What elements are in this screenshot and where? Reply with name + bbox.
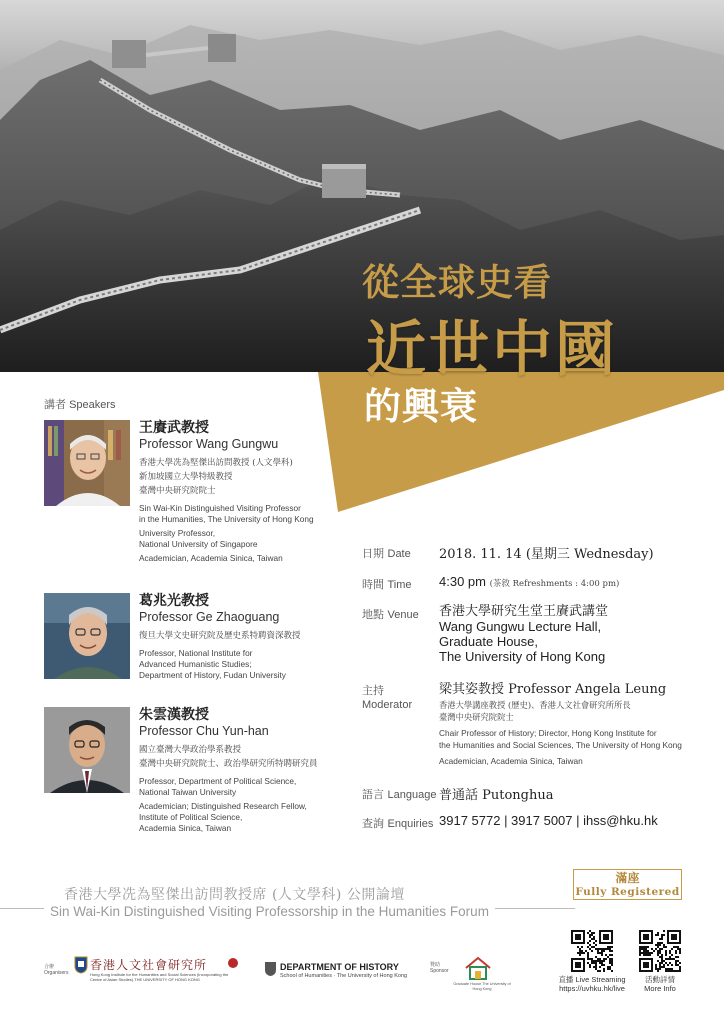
moderator-title-en: the Humanities and Social Sciences, The University of Hong Kong [439,740,682,750]
forum-title-zh: 香港大學冼為堅傑出訪問教授席 (人文學科) 公開論壇 [64,887,405,903]
venue-label-en: Venue [387,609,419,621]
moderator-title-zh: 臺灣中央研究院院士 [439,712,514,722]
moderator-label-zh: 主持 [362,684,384,697]
hku-crest-logo [264,961,277,981]
speaker-title-zh: 復旦大學文史研究院及歷史系特聘資深教授 [139,631,301,641]
speakers-heading-zh: 講者 [44,398,66,411]
venue-zh: 香港大學研究生堂王賡武講堂 [439,604,609,619]
speaker-photo-wang [44,420,130,506]
enquiries-label-en: Enquiries [387,818,434,830]
hku-crest-logo [74,956,88,978]
speaker-title-zh: 香港大學冼為堅傑出訪問教授 (人文學科) [139,458,293,468]
graduate-house-logo [463,955,493,985]
speaker-title-zh: 臺灣中央研究院院士、政治學研究所特聘研究員 [139,759,318,769]
status-zh: 滿座 [615,871,640,885]
speaker-title-en: Professor, National Institute for Advanced Humanistic Studies; Department of History, Fudan University [139,648,286,680]
speakers-heading [44,396,116,412]
speaker-title-en: University Professor, National University of Singapore [139,528,258,549]
venue-label-zh: 地點 [362,608,384,621]
refreshments-note: (茶敘 Refreshments : 4:00 pm) [489,579,620,589]
speaker-title-en: Professor, Department of Political Science, National Taiwan University [139,776,297,797]
speaker-name-en: Professor Chu Yun-han [139,724,269,738]
speaker-title-zh: 臺灣中央研究院院士 [139,486,216,496]
history-dept-sub: School of Humanities · The University of Hong Kong [280,973,408,979]
sponsor-label: 贊助 Sponsor [430,962,449,974]
history-dept-logo: DEPARTMENT OF HISTORY [280,962,399,972]
more-info-qr-code[interactable] [639,930,681,972]
enquiries-label-zh: 查詢 [362,817,384,830]
speaker-photo-ge [44,593,130,679]
ihss-logo-en: Hong Kong Institute for the Humanities and Social Sciences (Incorporating the Centre of Asian Studies) THE UNIVERSITY OF HONG KONG [90,972,229,982]
live-stream-label: 直播 Live Streaming [558,975,626,984]
title-line-2: 近世中國 [366,315,618,385]
fully-registered-badge [573,869,682,900]
speaker-title-en: Academician, Academia Sinica, Taiwan [139,553,283,563]
moderator-name: 梁其姿教授 Professor Angela Leung [439,682,667,697]
moderator-title-en: Chair Professor of History; Director, Hong Kong Institute for [439,728,657,738]
moderator-title-zh: 香港大學講座教授 (歷史)、香港人文社會研究所所長 [439,700,631,710]
time-label-en: Time [387,579,412,591]
speaker-name-en: Professor Wang Gungwu [139,437,279,451]
status-en: Fully Registered [575,886,680,898]
date-label-zh: 日期 [362,547,384,560]
more-info-caption [630,975,690,993]
language-label-zh: 語言 [362,788,384,801]
speaker-title-zh: 新加坡國立大學特級教授 [139,472,233,482]
graduate-house-name: Graduate House The University of Hong Kong [453,982,511,991]
more-info-zh: 活動詳情 [645,975,675,984]
date-value: 2018. 11. 14 (星期三 Wednesday) [439,547,654,562]
speaker-title-en: Academician; Distinguished Research Fellow, Institute of Political Science, Academia Sinica, Taiwan [139,801,307,833]
live-stream-caption [552,975,632,993]
speaker-title-en: Sin Wai-Kin Distinguished Visiting Professor in the Humanities, The University of Hong Kong [139,503,314,524]
speaker-name-zh: 朱雲漢教授 [139,707,209,723]
language-label-en: Language [387,789,437,801]
moderator-label-en: Moderator [362,699,413,711]
speaker-name-en: Professor Ge Zhaoguang [139,610,280,624]
time-value: 4:30 pm [439,574,486,589]
title-line-1: 從全球史看 [362,260,552,304]
speaker-name-zh: 葛兆光教授 [139,593,209,609]
forum-title-en: Sin Wai-Kin Distinguished Visiting Professorship in the Humanities Forum [44,904,495,919]
speakers-heading-en: Speakers [69,399,116,411]
venue-line: The University of Hong Kong [439,649,606,664]
more-info-en[interactable]: More Info [644,984,676,993]
speaker-title-zh: 國立臺灣大學政治學系教授 [139,745,242,755]
date-label-en: Date [387,548,411,560]
speaker-name-zh: 王賡武教授 [139,420,209,436]
live-stream-qr-code[interactable] [571,930,613,972]
organisers-label: 合辦 Organisers [44,964,69,976]
time-label-zh: 時間 [362,578,384,591]
live-stream-url[interactable]: https://uvhku.hk/live [559,984,625,993]
enquiries-value: 3917 5772 | 3917 5007 | ihss@hku.hk [439,813,658,828]
moderator-title-en: Academician, Academia Sinica, Taiwan [439,756,583,766]
venue-line: Graduate House, [439,634,539,649]
language-value: 普通話 Putonghua [439,788,554,803]
ihss-logo-zh: 香港人文社會研究所 [90,958,208,972]
title-line-3: 的興衰 [364,384,478,428]
speaker-photo-chu [44,707,130,793]
venue-line: Wang Gungwu Lecture Hall, [439,619,602,634]
red-seal-icon [228,958,238,968]
